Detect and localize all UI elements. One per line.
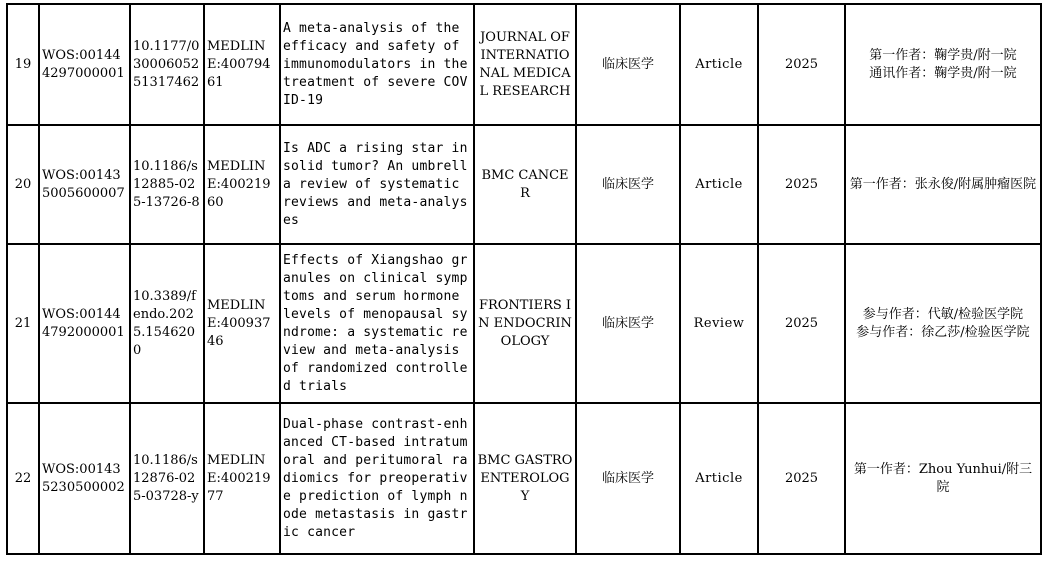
doi: 10.1177/03000605251317462 [130,4,204,125]
subject-category: 临床医学 [576,4,680,125]
author-line: 参与作者：代敏/检验医学院 [862,306,1024,322]
doi: 10.1186/s12885-025-13726-8 [130,125,204,244]
doi: 10.1186/s12876-025-03728-y [130,403,204,554]
journal-name: BMC GASTROENTEROLOGY [474,403,576,554]
author-line: 参与作者：徐乙莎/检验医学院 [856,324,1030,340]
row-number: 21 [7,244,39,403]
subject-category: 临床医学 [576,125,680,244]
publication-year: 2025 [758,403,845,554]
document-type: Review [680,244,758,403]
row-number: 22 [7,403,39,554]
publications-table [6,3,1042,555]
paper-title: A meta-analysis of the efficacy and safety of immunomodulators in the treatment of severe COVID-19 [280,4,474,125]
row-number: 20 [7,125,39,244]
table-row [7,4,1041,125]
medline-id: MEDLINE:40093746 [204,244,280,403]
author-line: 第一作者：Zhou Yunhui/附三院 [853,461,1033,495]
paper-title: Is ADC a rising star in solid tumor? An umbrella review of systematic reviews and meta-analyses [280,125,474,244]
author-line: 通讯作者：鞠学贵/附一院 [869,65,1017,81]
journal-name: BMC CANCER [474,125,576,244]
authors-cell [845,4,1041,125]
medline-id: MEDLINE:40021960 [204,125,280,244]
wos-id: WOS:001444297000001 [39,4,130,125]
publication-year: 2025 [758,244,845,403]
table-row [7,244,1041,403]
document-type: Article [680,4,758,125]
doi: 10.3389/fendo.2025.1546200 [130,244,204,403]
wos-id: WOS:001444792000001 [39,244,130,403]
journal-name: JOURNAL OF INTERNATIONAL MEDICAL RESEARCH [474,4,576,125]
publication-year: 2025 [758,4,845,125]
subject-category: 临床医学 [576,244,680,403]
table-row [7,125,1041,244]
author-line: 第一作者：张永俊/附属肿瘤医院 [849,176,1037,192]
table-row [7,403,1041,554]
authors-cell [845,125,1041,244]
wos-id: WOS:001435230500002 [39,403,130,554]
publication-year: 2025 [758,125,845,244]
authors-cell [845,244,1041,403]
paper-title: Effects of Xiangshao granules on clinical symptoms and serum hormone levels of menopausal syndrome: a systematic review and meta-analysis of randomized controlled trials [280,244,474,403]
paper-title: Dual-phase contrast-enhanced CT-based intratumoral and peritumoral radiomics for preoperative prediction of lymph node metastasis in gastric cancer [280,403,474,554]
author-line: 第一作者：鞠学贵/附一院 [869,47,1017,63]
row-number: 19 [7,4,39,125]
medline-id: MEDLINE:40079461 [204,4,280,125]
document-type: Article [680,403,758,554]
subject-category: 临床医学 [576,403,680,554]
medline-id: MEDLINE:40021977 [204,403,280,554]
wos-id: WOS:001435005600007 [39,125,130,244]
document-type: Article [680,125,758,244]
journal-name: FRONTIERS IN ENDOCRINOLOGY [474,244,576,403]
authors-cell [845,403,1041,554]
